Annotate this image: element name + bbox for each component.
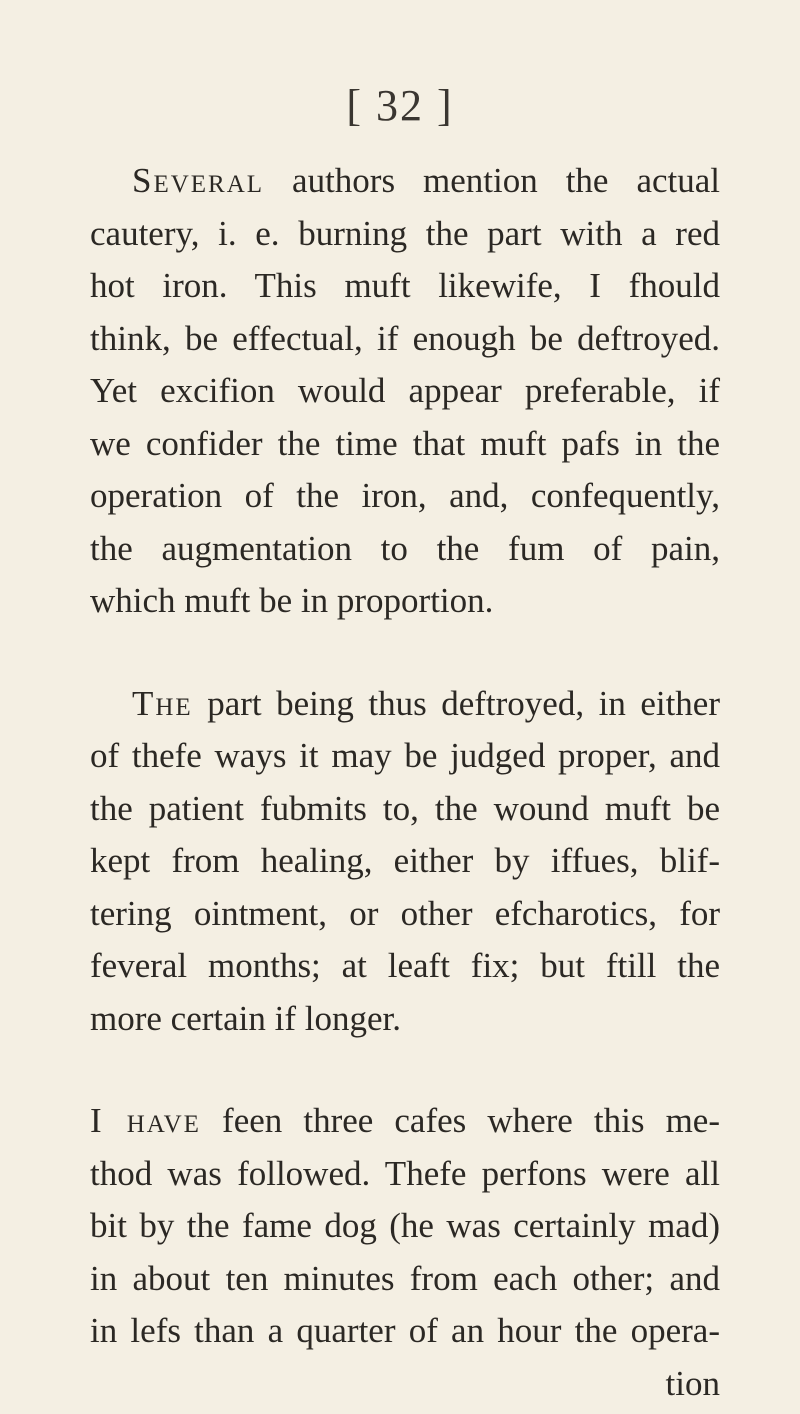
text-line: the augmentation to the fum of pain, [90,528,720,568]
text-line: the patient fubmits to, the wound muft be [90,788,720,828]
text-line: bit by the fame dog (he was certainly mad) [90,1206,720,1245]
text-line: Several authors mention the actual [132,161,720,200]
paragraph-lead: I have [90,1101,201,1140]
text-line: in lefs than a quarter of an hour the opera- [90,1311,720,1350]
paragraph-2 [90,678,720,1046]
text-line: kept from healing, either by iffues, blif- [90,841,720,880]
text-line: we confider the time that muft pafs in the [90,423,720,463]
text-line: cautery, i. e. burning the part with a red [90,213,720,253]
paragraph-gap [90,1045,720,1095]
body-text [90,155,720,1410]
text-line: operation of the iron, and, confequently, [90,476,720,515]
text-line: think, be effectual, if enough be deftroyed. [90,318,720,358]
text-line: of thefe ways it may be judged proper, and [90,736,720,775]
text-line: hot iron. This muft likewife, I fhould [90,266,720,305]
text-line: tering ointment, or other efcharotics, for [90,893,720,933]
paragraph-lead: Several [132,161,265,200]
text-line: which muft be in proportion. [90,581,494,620]
text-line: Yet excifion would appear preferable, if [90,371,720,410]
text-line: thod was followed. Thefe perfons were all [90,1153,720,1193]
catchword: tion [665,1363,720,1403]
page-number: [ 32 ] [346,81,454,130]
text-line: in about ten minutes from each other; and [90,1258,720,1298]
text-line: The part being thus deftroyed, in either [132,683,720,723]
paragraph-lead: The [132,683,193,723]
text-line: feveral months; at leaft fix; but ftill the [90,946,720,985]
paragraph-3 [90,1095,720,1358]
text-line: I have feen three cafes where this me- [90,1101,720,1140]
paragraph-1 [90,155,720,628]
text-line: more certain if longer. [90,998,401,1038]
paragraph-gap [90,628,720,678]
